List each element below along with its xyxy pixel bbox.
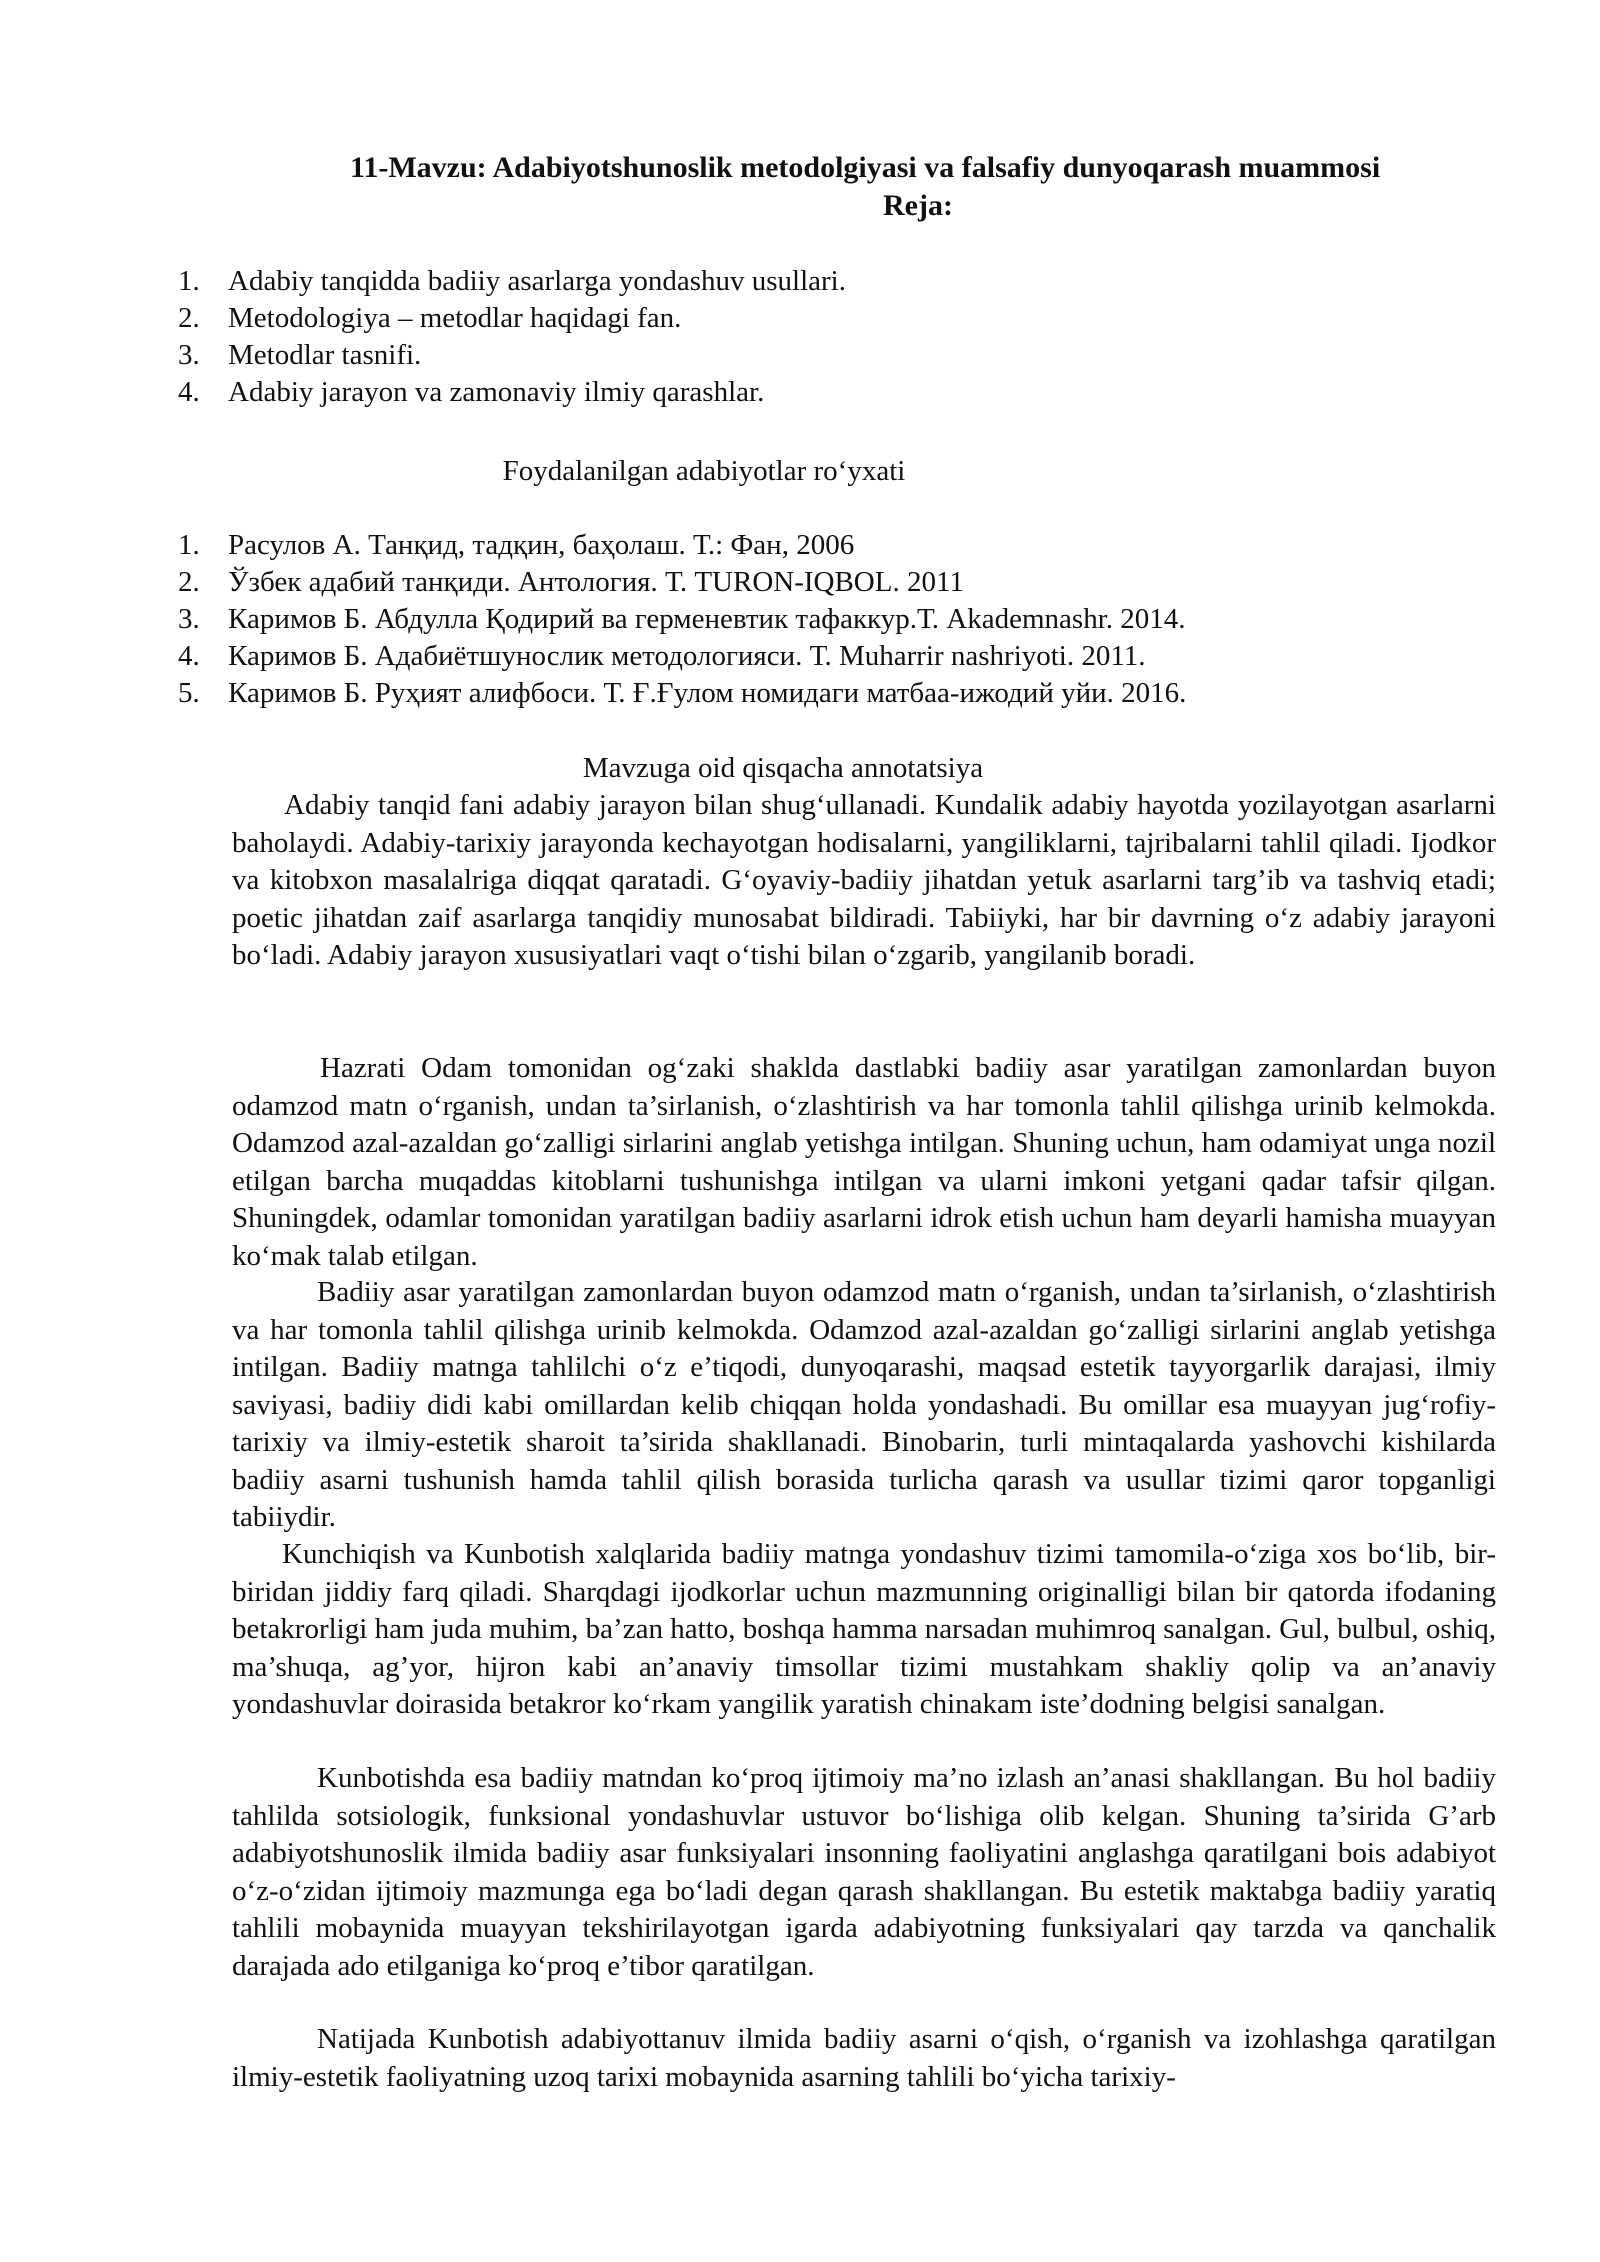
literature-item: 3. Каримов Б. Абдулла Қодирий ва герменевтик тафаккур.Т. Akademnashr. 2014.	[178, 603, 1186, 635]
paragraph: Kunbotishda esa badiiy matndan ko‘proq ijtimoiy ma’no izlash an’anasi shakllangan. Bu hol badiiy tahlilda sotsiologik, funksional yondashuvlar ustuvor bo‘lishiga olib kelgan. Shuning ta’sirida G’arb adabiyotshunoslik ilmida badiiy asar funksiyalari insonning faoliyatini anglashga qaratilgani bois adabiyot o‘z-o‘zidan ijtimoiy mazmunga ega bo‘ladi degan qarash shakllangan. Bu estetik maktabga badiiy yaratiq tahlili mobaynida muayyan tekshirilayotgan igarda adabiyotning funksiyalari qay tarzda va qanchalik darajada ado etilganiga ko‘proq e’tibor qaratilgan.	[232, 1762, 1496, 1982]
annotation-heading: Mavzuga oid qisqacha annotatsiya	[582, 752, 984, 784]
topic-title: 11-Mavzu: Adabiyotshunoslik metodolgiyasi va falsafiy dunyoqarash muammosi	[350, 151, 1381, 184]
literature-item: 1. Расулов А. Танқид, тадқин, баҳолаш. Т.: Фан, 2006	[178, 529, 855, 561]
literature-heading: Foydalanilgan adabiyotlar ro‘yxati	[502, 455, 906, 487]
literature-item: 5. Каримов Б. Руҳият алифбоси. Т. Ғ.Ғулом номидаги матбаа-ижодий уйи. 2016.	[178, 677, 1187, 709]
literature-item: 4. Каримов Б. Адабиётшунослик методологияси. Т. Muharrir nashriyoti. 2011.	[178, 640, 1146, 672]
plan-heading: Reja:	[883, 189, 953, 222]
literature-list	[178, 527, 1186, 712]
paragraph: Adabiy tanqid fani adabiy jarayon bilan shug‘ullanadi. Kundalik adabiy hayotda yozilayotgan asarlarni baholaydi. Adabiy-tarixiy jarayonda kechayotgan hodisalarni, yangiliklarni, tajribalarni tahlil qiladi. Ijodkor va kitobxon masalalriga diqqat qaratadi. G‘oyaviy-badiiy jihatdan yetuk asarlarni targ’ib va tashviq etadi; poetic jihatdan zaif asarlarga tanqidiy munosabat bildiradi. Tabiiyki, har bir davrning o‘z adabiy jarayoni bo‘ladi. Adabiy jarayon xususiyatlari vaqt o‘tishi bilan o‘zgarib, yangilanib boradi.	[232, 789, 1496, 971]
plan-item: 3. Metodlar tasnifi.	[178, 339, 422, 371]
plan-item: 4. Adabiy jarayon va zamonaviy ilmiy qarashlar.	[178, 376, 765, 408]
paragraph: Hazrati Odam tomonidan og‘zaki shaklda dastlabki badiiy asar yaratilgan zamonlardan buyon odamzod matn o‘rganish, undan ta’sirlanish, o‘zlashtirish va har tomonla tahlil qilishga urinib kelmokda. Odamzod azal-azaldan go‘zalligi sirlarini anglab yetishga intilgan. Shuning uchun, ham odamiyat unga nozil etilgan barcha muqaddas kitoblarni tushunishga intilgan va ularni imkoni yetgani qadar tafsir qilgan. Shuningdek, odamlar tomonidan yaratilgan badiiy asarlarni idrok etish uchun ham deyarli hamisha muayyan ko‘mak talab etilgan.	[232, 1052, 1496, 1272]
paragraph: Badiiy asar yaratilgan zamonlardan buyon odamzod matn o‘rganish, undan ta’sirlanish, o‘zlashtirish va har tomonla tahlil qilishga urinib kelmokda. Odamzod azal-azaldan go‘zalligi sirlarini anglab yetishga intilgan. Badiiy matnga tahlilchi o‘z e’tiqodi, dunyoqarashi, maqsad estetik tayyorgarlik darajasi, ilmiy saviyasi, badiiy didi kabi omillardan kelib chiqqan holda yondashadi. Bu omillar esa muayyan jug‘rofiy-tarixiy va ilmiy-estetik sharoit ta’sirida shakllanadi. Binobarin, turli mintaqalarda yashovchi kishilarda badiiy asarni tushunish hamda tahlil qilish borasida turlicha qarash va usullar tizimi qaror topganligi tabiiydir.	[232, 1276, 1496, 1533]
paragraph: Natijada Kunbotish adabiyottanuv ilmida badiiy asarni o‘qish, o‘rganish va izohlashga qaratilgan ilmiy-estetik faoliyatning uzoq tarixi mobaynida asarning tahlili bo‘yicha tarixiy-	[232, 2023, 1496, 2093]
plan-item: 2. Metodologiya – metodlar haqidagi fan.	[178, 302, 682, 334]
plan-list	[178, 263, 846, 411]
literature-item: 2. Ўзбек адабий танқиди. Антология. Т. TURON-IQBOL. 2011	[178, 566, 964, 598]
plan-item: 1. Adabiy tanqidda badiiy asarlarga yondashuv usullari.	[178, 265, 846, 297]
paragraph: Kunchiqish va Kunbotish xalqlarida badiiy matnga yondashuv tizimi tamomila-o‘ziga xos bo‘lib, bir-biridan jiddiy farq qiladi. Sharqdagi ijodkorlar uchun mazmunning originalligi bilan bir qatorda ifodaning betakrorligi ham juda muhim, ba’zan hatto, boshqa hamma narsadan muhimroq sanalgan. Gul, bulbul, oshiq, ma’shuqa, ag’yor, hijron kabi an’anaviy timsollar tizimi mustahkam shakliy qolip va an’anaviy yondashuvlar doirasida betakror ko‘rkam yangilik yaratish chinakam iste’dodning belgisi sanalgan.	[232, 1538, 1496, 1720]
